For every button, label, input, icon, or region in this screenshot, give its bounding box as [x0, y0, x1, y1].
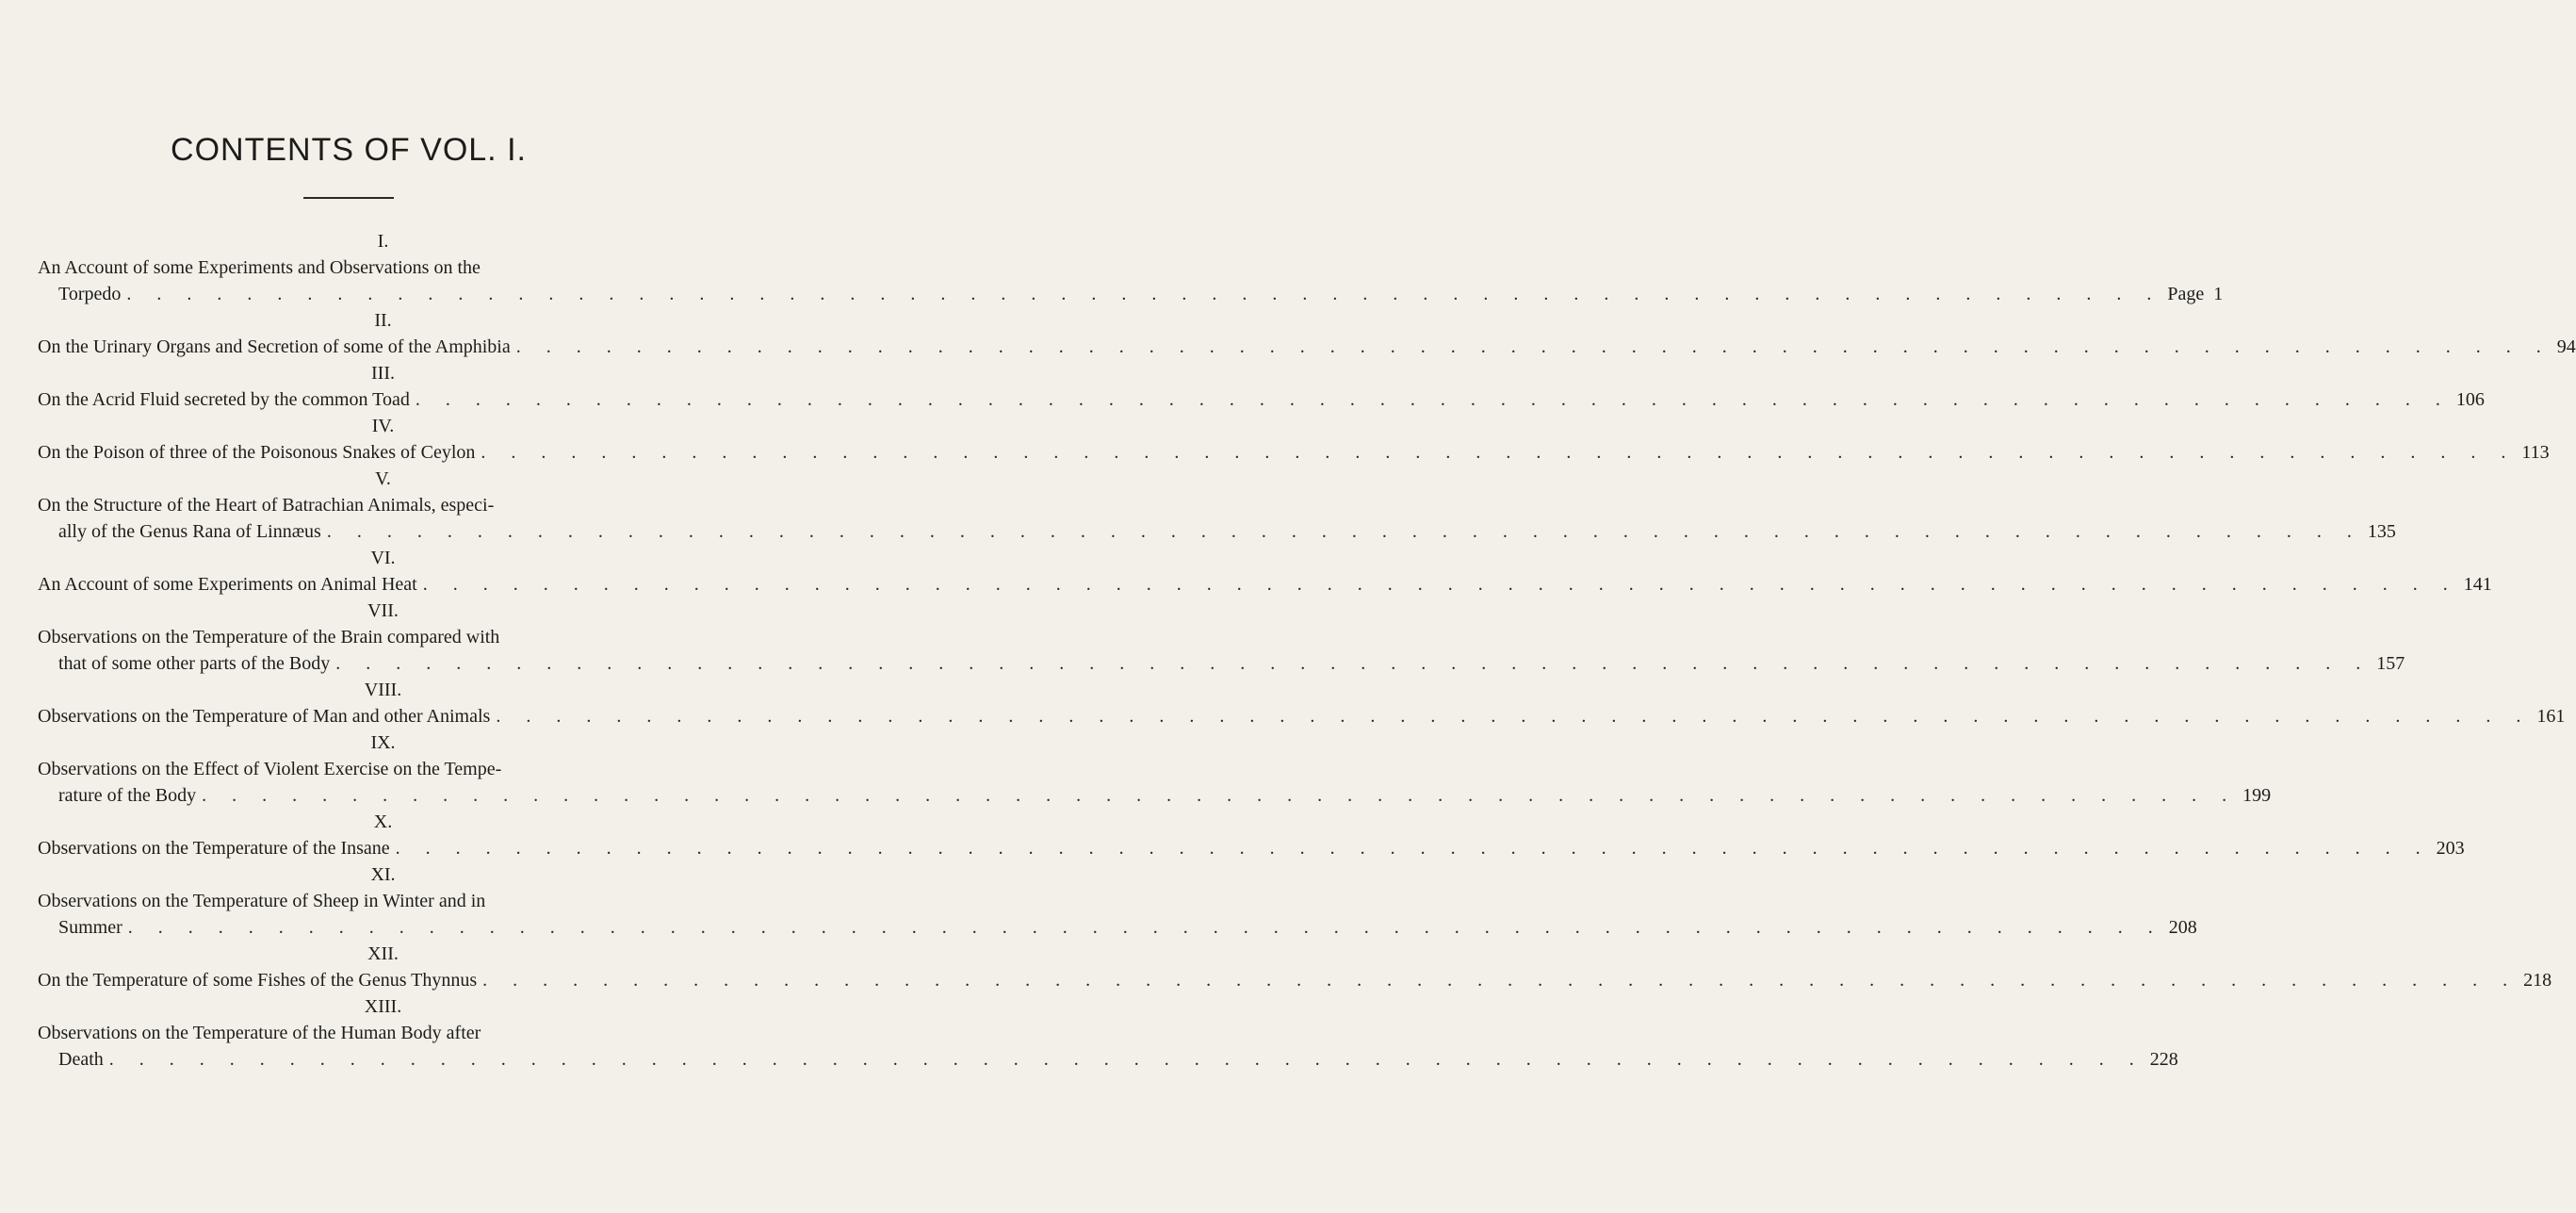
- toc-entry-title: Observations on the Temperature of the Insane: [38, 838, 390, 859]
- toc-entry-title: Summer: [58, 917, 122, 938]
- toc-entry: [38, 809, 2465, 861]
- toc-entry-numeral: II.: [374, 310, 392, 331]
- title-rule: [303, 197, 394, 199]
- toc-entry-page: [2521, 439, 2549, 466]
- toc-entry-line: [38, 334, 2576, 360]
- toc-entry-page: [2464, 571, 2492, 598]
- toc-entry-line: [38, 624, 709, 650]
- toc-entry: [38, 729, 2272, 809]
- dot-leader: [321, 518, 2368, 545]
- toc-entry-line: [38, 914, 2197, 941]
- toc-entry-title: Death: [58, 1049, 104, 1070]
- dot-leader: [477, 967, 2523, 993]
- toc-entry: [38, 598, 2405, 677]
- toc-entry-page: [2376, 650, 2405, 677]
- toc-entry-line: [38, 439, 2550, 466]
- toc-entry-line: [38, 386, 2485, 413]
- page-number: 161: [2536, 706, 2566, 727]
- toc-entry-page: [2150, 1046, 2178, 1073]
- page-number: 199: [2242, 785, 2272, 806]
- toc-entry-title: On the Temperature of some Fishes of the Genus Thynnus: [38, 970, 478, 991]
- toc-entry: [38, 993, 2178, 1073]
- toc-entry: [38, 360, 2485, 413]
- toc-entry-page: [2536, 703, 2565, 729]
- toc-entry: [38, 413, 2550, 466]
- toc-entry-numeral: IX.: [370, 732, 396, 753]
- toc-entry: [38, 307, 2576, 360]
- toc-entry-line: [38, 571, 2492, 598]
- toc-entry-title: Torpedo: [58, 284, 122, 304]
- toc-entry-numeral: VI.: [370, 548, 396, 568]
- toc-entry-title: On the Structure of the Heart of Batrachian Animals, especi-: [38, 495, 495, 516]
- toc-entry-title: ally of the Genus Rana of Linnæus: [58, 521, 321, 542]
- page-title: CONTENTS OF VOL. I.: [171, 132, 527, 168]
- toc-entry-title: On the Acrid Fluid secreted by the common Toad: [38, 389, 410, 410]
- toc-entry-numeral: XI.: [370, 864, 396, 885]
- toc-entry-page: [2368, 518, 2396, 545]
- toc-entry: [38, 861, 2197, 941]
- toc-entry-page: [2557, 334, 2576, 360]
- dot-leader: [196, 782, 2242, 809]
- page-number: 94: [2556, 336, 2576, 357]
- dot-leader: [417, 571, 2464, 598]
- dot-leader: [104, 1046, 2150, 1073]
- toc-entry-line: [38, 254, 709, 281]
- toc-entry-line: [38, 967, 2552, 993]
- toc-entry-line: [38, 518, 2396, 545]
- dot-leader: [330, 650, 2376, 677]
- toc-entry-page: [2437, 835, 2465, 861]
- toc-entry-line: [38, 281, 2224, 307]
- dot-leader: [122, 914, 2169, 941]
- toc-entry-numeral: XII.: [367, 943, 399, 964]
- table-of-contents: [38, 228, 2576, 1073]
- toc-entry-page: [2242, 782, 2271, 809]
- toc-entry-title: An Account of some Experiments on Animal Heat: [38, 574, 417, 595]
- toc-entry: [38, 466, 2396, 545]
- toc-entry-line: [38, 756, 709, 782]
- toc-entry-line: [38, 650, 2405, 677]
- dot-leader: [410, 386, 2456, 413]
- page-label: Page: [2167, 284, 2205, 304]
- page-number: 208: [2168, 917, 2197, 938]
- page-number: 1: [2213, 284, 2224, 304]
- toc-entry-title: rature of the Body: [58, 785, 197, 806]
- toc-entry-line: [38, 492, 709, 518]
- page-number: 135: [2367, 521, 2396, 542]
- toc-entry-title: Observations on the Effect of Violent Exercise on the Tempe-: [38, 759, 502, 779]
- toc-entry-title: On the Poison of three of the Poisonous Snakes of Ceylon: [38, 442, 476, 463]
- toc-entry-numeral: I.: [377, 231, 389, 252]
- toc-entry-line: [38, 888, 709, 914]
- page-number: 141: [2463, 574, 2492, 595]
- toc-entry-page: [2456, 386, 2485, 413]
- toc-entry-title: An Account of some Experiments and Observations on the: [38, 257, 481, 278]
- toc-entry: [38, 941, 2552, 993]
- toc-entry-line: [38, 1020, 709, 1046]
- toc-entry-numeral: III.: [371, 363, 395, 384]
- toc-entry-title: On the Urinary Organs and Secretion of some of the Amphibia: [38, 336, 511, 357]
- dot-leader: [511, 334, 2557, 360]
- page-number: 218: [2523, 970, 2552, 991]
- dot-leader: [475, 439, 2521, 466]
- page-number: 106: [2455, 389, 2485, 410]
- toc-entry: [38, 228, 2224, 307]
- page-number: 203: [2436, 838, 2465, 859]
- page-number: 157: [2376, 653, 2405, 674]
- toc-entry: [38, 677, 2566, 729]
- dot-leader: [390, 835, 2437, 861]
- toc-entry-title: Observations on the Temperature of the Brain compared with: [38, 627, 500, 647]
- toc-entry-numeral: XIII.: [364, 996, 402, 1017]
- page-number: 113: [2521, 442, 2550, 463]
- toc-entry-page: [2167, 281, 2223, 307]
- toc-entry-line: [38, 703, 2566, 729]
- toc-entry-numeral: VIII.: [364, 680, 402, 700]
- toc-entry-numeral: IV.: [371, 416, 395, 436]
- toc-entry-numeral: V.: [375, 468, 391, 489]
- toc-entry-numeral: X.: [373, 811, 393, 832]
- toc-entry-title: Observations on the Temperature of Sheep in Winter and in: [38, 891, 486, 911]
- toc-entry-numeral: VII.: [367, 600, 399, 621]
- toc-entry-title: that of some other parts of the Body: [58, 653, 331, 674]
- toc-entry-title: Observations on the Temperature of Man and other Animals: [38, 706, 491, 727]
- toc-entry-line: [38, 782, 2272, 809]
- toc-entry-line: [38, 1046, 2178, 1073]
- toc-entry-page: [2523, 967, 2552, 993]
- toc-entry: [38, 545, 2492, 598]
- dot-leader: [121, 281, 2167, 307]
- page-number: 228: [2149, 1049, 2178, 1070]
- toc-entry-line: [38, 835, 2465, 861]
- toc-entry-title: Observations on the Temperature of the Human Body after: [38, 1023, 481, 1043]
- toc-entry-page: [2169, 914, 2197, 941]
- dot-leader: [490, 703, 2536, 729]
